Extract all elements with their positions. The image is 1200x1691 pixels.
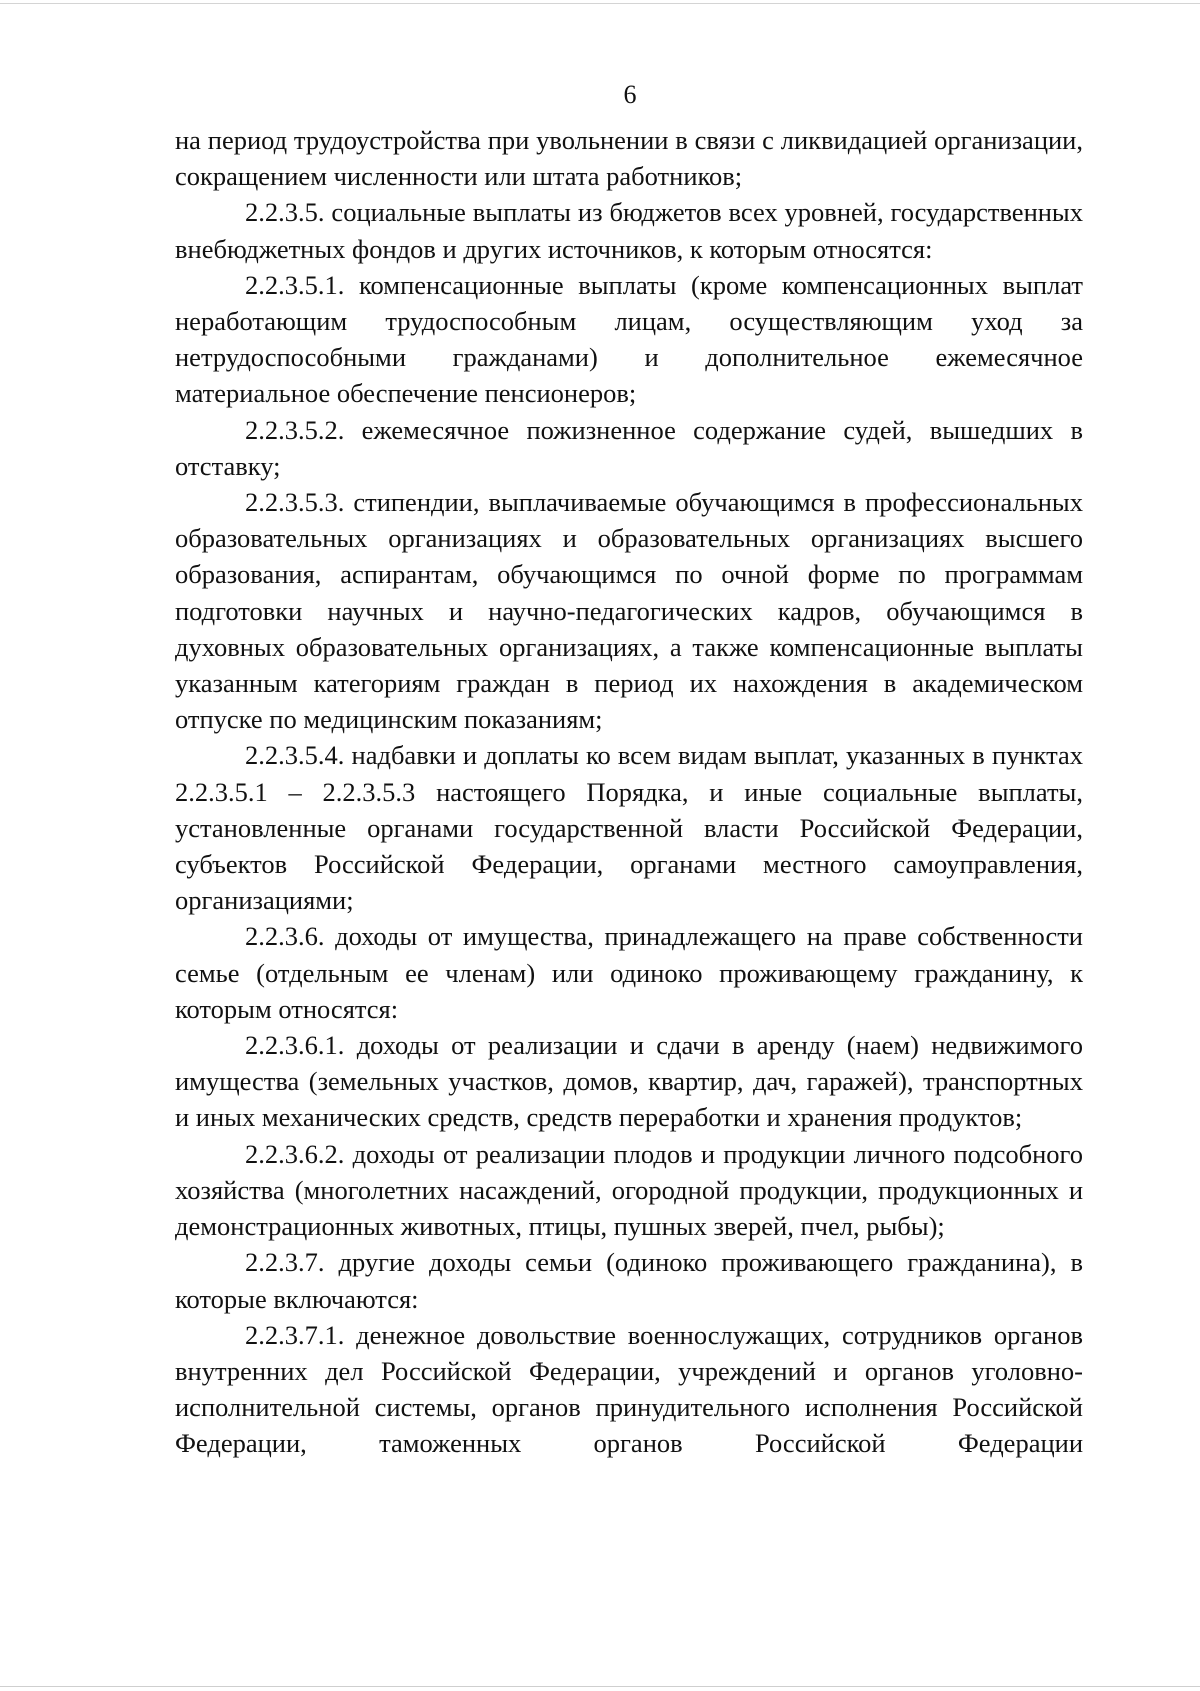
paragraph-2-2-3-6-2: 2.2.3.6.2. доходы от реализации плодов и продукции личного подсобного хозяйства (многолетних насаждений, огородной продукции, продукционных и демонстрационных животных, птицы, пушных зверей, пчел, рыбы); [175,1138,1083,1242]
paragraph-2-2-3-5-3: 2.2.3.5.3. стипендии, выплачиваемые обучающимся в профессиональных образовательных организациях и образовательных организациях высшего образования, аспирантам, обучающимся по очной форме по программам подготовки научных и научно-педагогических кадров, обучающимся в духовных образовательных организациях, а также компенсационные выплаты указанным категориям граждан в период их нахождения в академическом отпуске по медицинским показаниям; [175,487,1083,735]
paragraph-2-2-3-5: 2.2.3.5. социальные выплаты из бюджетов всех уровней, государственных внебюджетных фондов и других источников, к которым относятся: [175,197,1083,264]
paragraph-2-2-3-5-2: 2.2.3.5.2. ежемесячное пожизненное содержание судей, вышедших в отставку; [175,414,1083,481]
paragraph-2-2-3-7-1: 2.2.3.7.1. денежное довольствие военнослужащих, сотрудников органов внутренних дел Российской Федерации, учреждений и органов уголовно-исполнительной системы, органов принудительного исполнения Российской Федерации, таможенных органов Российской Федерации [175,1319,1083,1459]
paragraph-continuation: на период трудоустройства при увольнении в связи с ликвидацией организации, сокращением численности или штата работников; [175,125,1083,192]
paragraph-2-2-3-5-4: 2.2.3.5.4. надбавки и доплаты ко всем видам выплат, указанных в пунктах 2.2.3.5.1 – 2.2.3.5.3 настоящего Порядка, и иные социальные выплаты, установленные органами государственной власти Российской Федерации, субъектов Российской Федерации, органами местного самоуправления, организациями; [175,740,1083,916]
paragraph-2-2-3-6: 2.2.3.6. доходы от имущества, принадлежащего на праве собственности семье (отдельным ее членам) или одиноко проживающему гражданину, к которым относятся: [175,921,1083,1024]
page-number: 6 [623,80,637,109]
paragraph-2-2-3-6-1: 2.2.3.6.1. доходы от реализации и сдачи в аренду (наем) недвижимого имущества (земельных участков, домов, квартир, дач, гаражей), транспортных и иных механических средств, средств переработки и хранения продуктов; [175,1030,1083,1133]
document-body [175,122,1083,1462]
scan-top-edge [0,3,1200,4]
paragraph-2-2-3-5-1: 2.2.3.5.1. компенсационные выплаты (кроме компенсационных выплат неработающим трудоспособным лицам, осуществляющим уход за нетрудоспособными гражданами) и дополнительное ежемесячное материальное обеспечение пенсионеров; [175,269,1083,409]
scan-bottom-edge [0,1686,1200,1687]
paragraph-2-2-3-7: 2.2.3.7. другие доходы семьи (одиноко проживающего гражданина), в которые включаются: [175,1247,1083,1314]
